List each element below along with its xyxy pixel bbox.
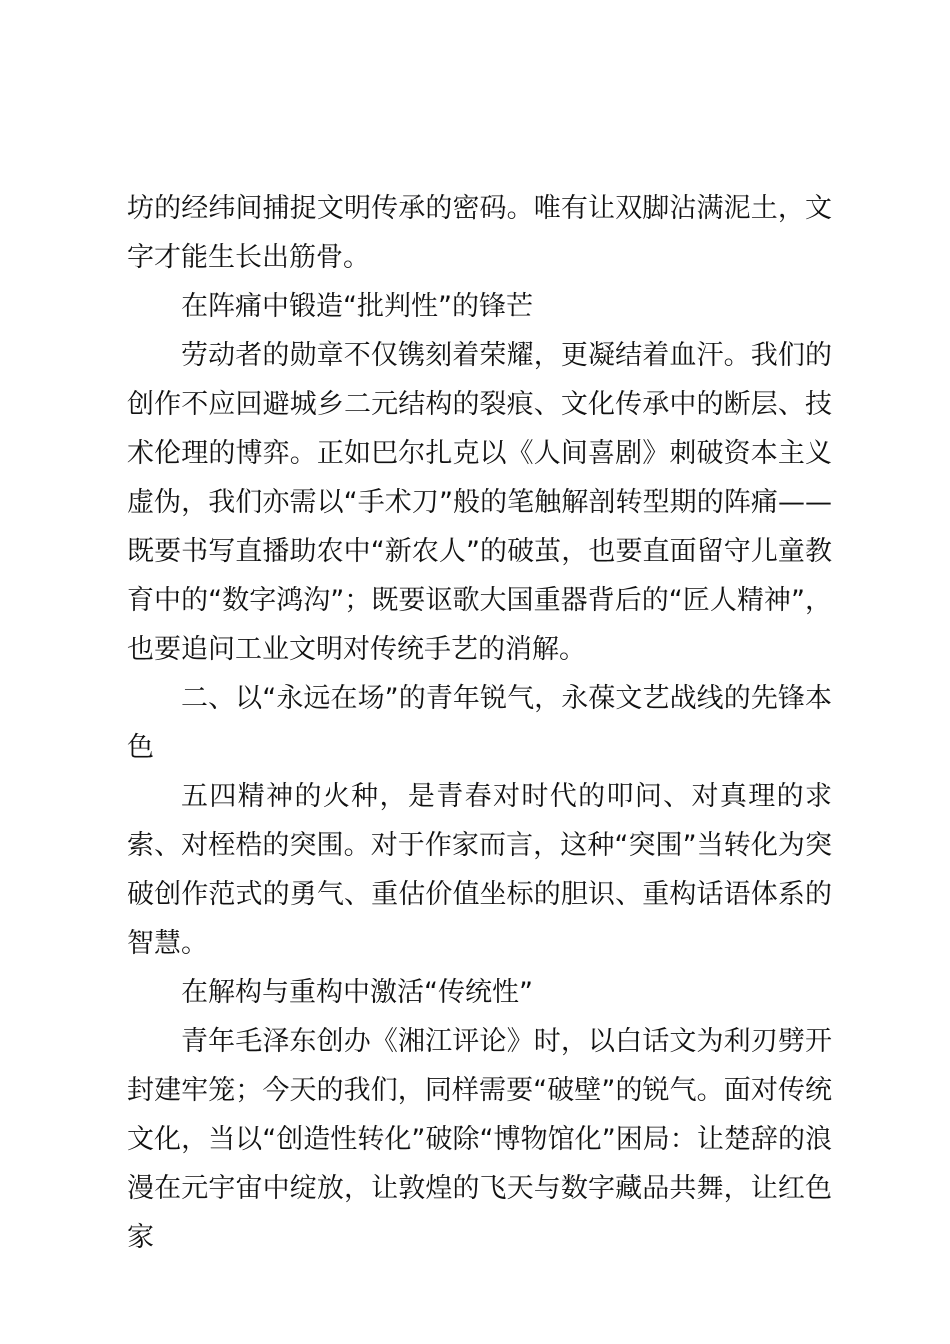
subheading-activate-tradition: 在解构与重构中激活“传统性” [181, 977, 533, 1008]
subheading-critical-edge: 在阵痛中锻造“批判性”的锋芒 [181, 291, 533, 322]
paragraph-laborer-medal: 劳动者的勋章不仅镌刻着荣耀，更凝结着血汗。我们的创作不应回避城乡二元结构的裂痕、文化传承中的断层、技术伦理的博弈。正如巴尔扎克以《人间喜剧》刺破资本主义虚伪，我们亦需以“手术刀”般的笔触解剖转型期的阵痛——既要书写直播助农中“新农人”的破茧，也要直面留守儿童教育中的“数字鸿沟”；既要讴歌大国重器背后的“匠人精神”，也要追问工业文明对传统手艺的消解。 [127, 340, 832, 665]
paragraph-continuation: 坊的经纬间捕捉文明传承的密码。唯有让双脚沾满泥土，文字才能生长出筋骨。 [127, 193, 832, 273]
paragraph-may-fourth-spirit: 五四精神的火种，是青春对时代的叩问、对真理的求索、对桎梏的突围。对于作家而言，这种“突围”当转化为突破创作范式的勇气、重估价值坐标的胆识、重构话语体系的智慧。 [127, 781, 832, 959]
section-heading-two: 二、以“永远在场”的青年锐气，永葆文艺战线的先锋本色 [127, 683, 832, 763]
document-page [127, 184, 832, 1262]
paragraph-xiangjiang-review: 青年毛泽东创办《湘江评论》时，以白话文为利刃劈开封建牢笼；今天的我们，同样需要“破壁”的锐气。面对传统文化，当以“创造性转化”破除“博物馆化”困局：让楚辞的浪漫在元宇宙中绽放，让敦煌的飞天与数字藏品共舞，让红色家 [127, 1026, 832, 1253]
